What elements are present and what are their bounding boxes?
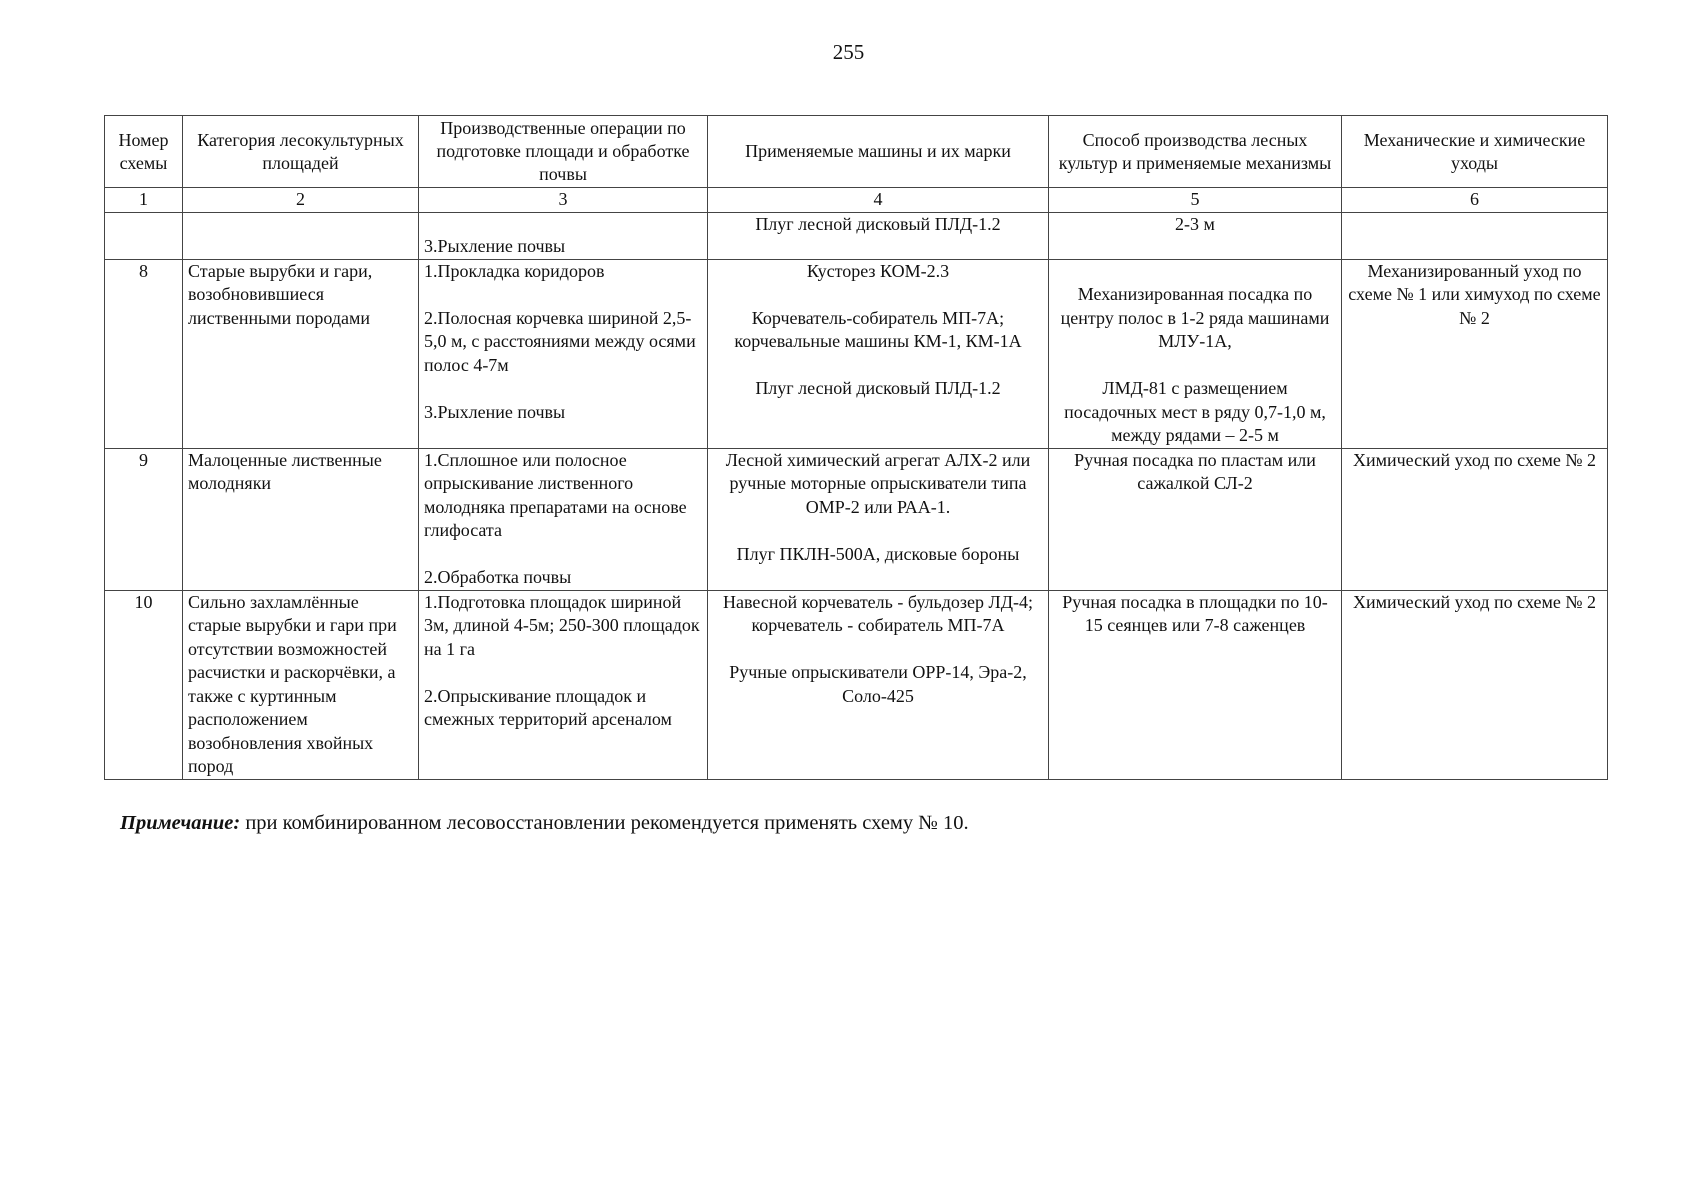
machine-item: Кусторез КОМ-2.3 [806,260,950,281]
operation-item: 2.Опрыскивание площадок и смежных территорий арсеналом [424,685,672,729]
machine-item: Плуг ПКЛН-500А, дисковые бороны [736,543,1020,564]
method-item: 2-3 м [1175,213,1215,234]
care-cell: Химический уход по схеме № 2 [1342,448,1608,590]
table-row [105,590,1608,779]
operations-cell [419,259,708,448]
operations-cell [419,590,708,779]
table-row [105,212,1608,259]
header-method: Способ производства лесных культур и применяемые механизмы [1049,116,1342,188]
machine-item: Плуг лесной дисковый ПЛД-1.2 [755,213,1001,234]
header-category: Категория лесокультурных площадей [183,116,419,188]
category-cell: Сильно захламлённые старые вырубки и гари при отсутствии возможностей расчистки и раскорчёвки, а также с куртинным расположением возобновления хвойных пород [183,590,419,779]
machines-cell [708,448,1049,590]
machine-item: Плуг лесной дисковый ПЛД-1.2 [755,378,1001,398]
operation-item: 1.Прокладка коридоров [424,260,605,281]
scheme-number: 8 [105,259,183,448]
operation-item: 1.Сплошное или полосное опрыскивание лиственного молодняка препаратами на основе глифосата [424,449,687,540]
note-text: при комбинированном лесовосстановлении рекомендуется применять схему № 10. [240,812,969,834]
table-row [105,259,1608,448]
operations-cell [419,212,708,259]
column-number: 3 [419,188,708,213]
operation-item: 2.Обработка почвы [424,567,572,587]
care-cell [1342,212,1608,259]
method-cell [1049,259,1342,448]
method-item: Ручная посадка в площадки по 10-15 сеянцев или 7-8 саженцев [1062,591,1328,635]
method-item: ЛМД-81 с размещением посадочных мест в ряду 0,7-1,0 м, между рядами – 2-5 м [1064,378,1326,445]
header-machines: Применяемые машины и их марки [708,116,1049,188]
table-note [120,812,969,835]
column-number: 1 [105,188,183,213]
machines-cell [708,590,1049,779]
care-cell: Механизированный уход по схеме № 1 или химуход по схеме № 2 [1342,259,1608,448]
forestry-schemes-table [104,115,1608,780]
column-number-row [105,188,1608,213]
header-scheme-number: Номер схемы [105,116,183,188]
header-operations: Производственные операции по подготовке площади и обработке почвы [419,116,708,188]
column-number: 4 [708,188,1049,213]
operation-item: 3.Рыхление почвы [424,401,566,422]
scheme-number [105,212,183,259]
method-cell [1049,448,1342,590]
scheme-number: 10 [105,590,183,779]
machine-item: Навесной корчеватель - бульдозер ЛД-4; корчеватель - собиратель МП-7А [723,591,1033,635]
scheme-number: 9 [105,448,183,590]
machines-cell [708,212,1049,259]
column-number: 2 [183,188,419,213]
care-cell: Химический уход по схеме № 2 [1342,590,1608,779]
method-item: Механизированная посадка по центру полос в 1-2 ряда машинами МЛУ-1А, [1060,284,1330,351]
table-header-row [105,116,1608,188]
header-care: Механические и химические уходы [1342,116,1608,188]
note-label: Примечание: [120,812,241,834]
operation-item: 2.Полосная корчевка шириной 2,5-5,0 м, с расстояниями между осями полос 4-7м [424,307,696,375]
column-number: 6 [1342,188,1608,213]
machines-cell [708,259,1049,448]
machine-item: Лесной химический агрегат АЛХ-2 или ручные моторные опрыскиватели типа ОМР-2 или РАА-1. [725,449,1031,517]
operations-cell [419,448,708,590]
method-cell [1049,590,1342,779]
machine-item: Ручные опрыскиватели ОРР-14, Эра-2, Соло-425 [729,662,1027,706]
category-cell [183,212,419,259]
method-cell [1049,212,1342,259]
category-cell: Малоценные лиственные молодняки [183,448,419,590]
method-item: Ручная посадка по пластам или сажалкой СЛ-2 [1074,449,1316,493]
machine-item: Корчеватель-собиратель МП-7А; корчевальные машины КМ-1, КМ-1А [734,307,1022,351]
table-row [105,448,1608,590]
column-number: 5 [1049,188,1342,213]
category-cell: Старые вырубки и гари, возобновившиеся лиственными породами [183,259,419,448]
operation-item: 1.Подготовка площадок шириной 3м, длиной 4-5м; 250-300 площадок на 1 га [424,591,700,659]
page-number: 255 [832,40,865,64]
operation-item: 3.Рыхление почвы [424,236,566,256]
